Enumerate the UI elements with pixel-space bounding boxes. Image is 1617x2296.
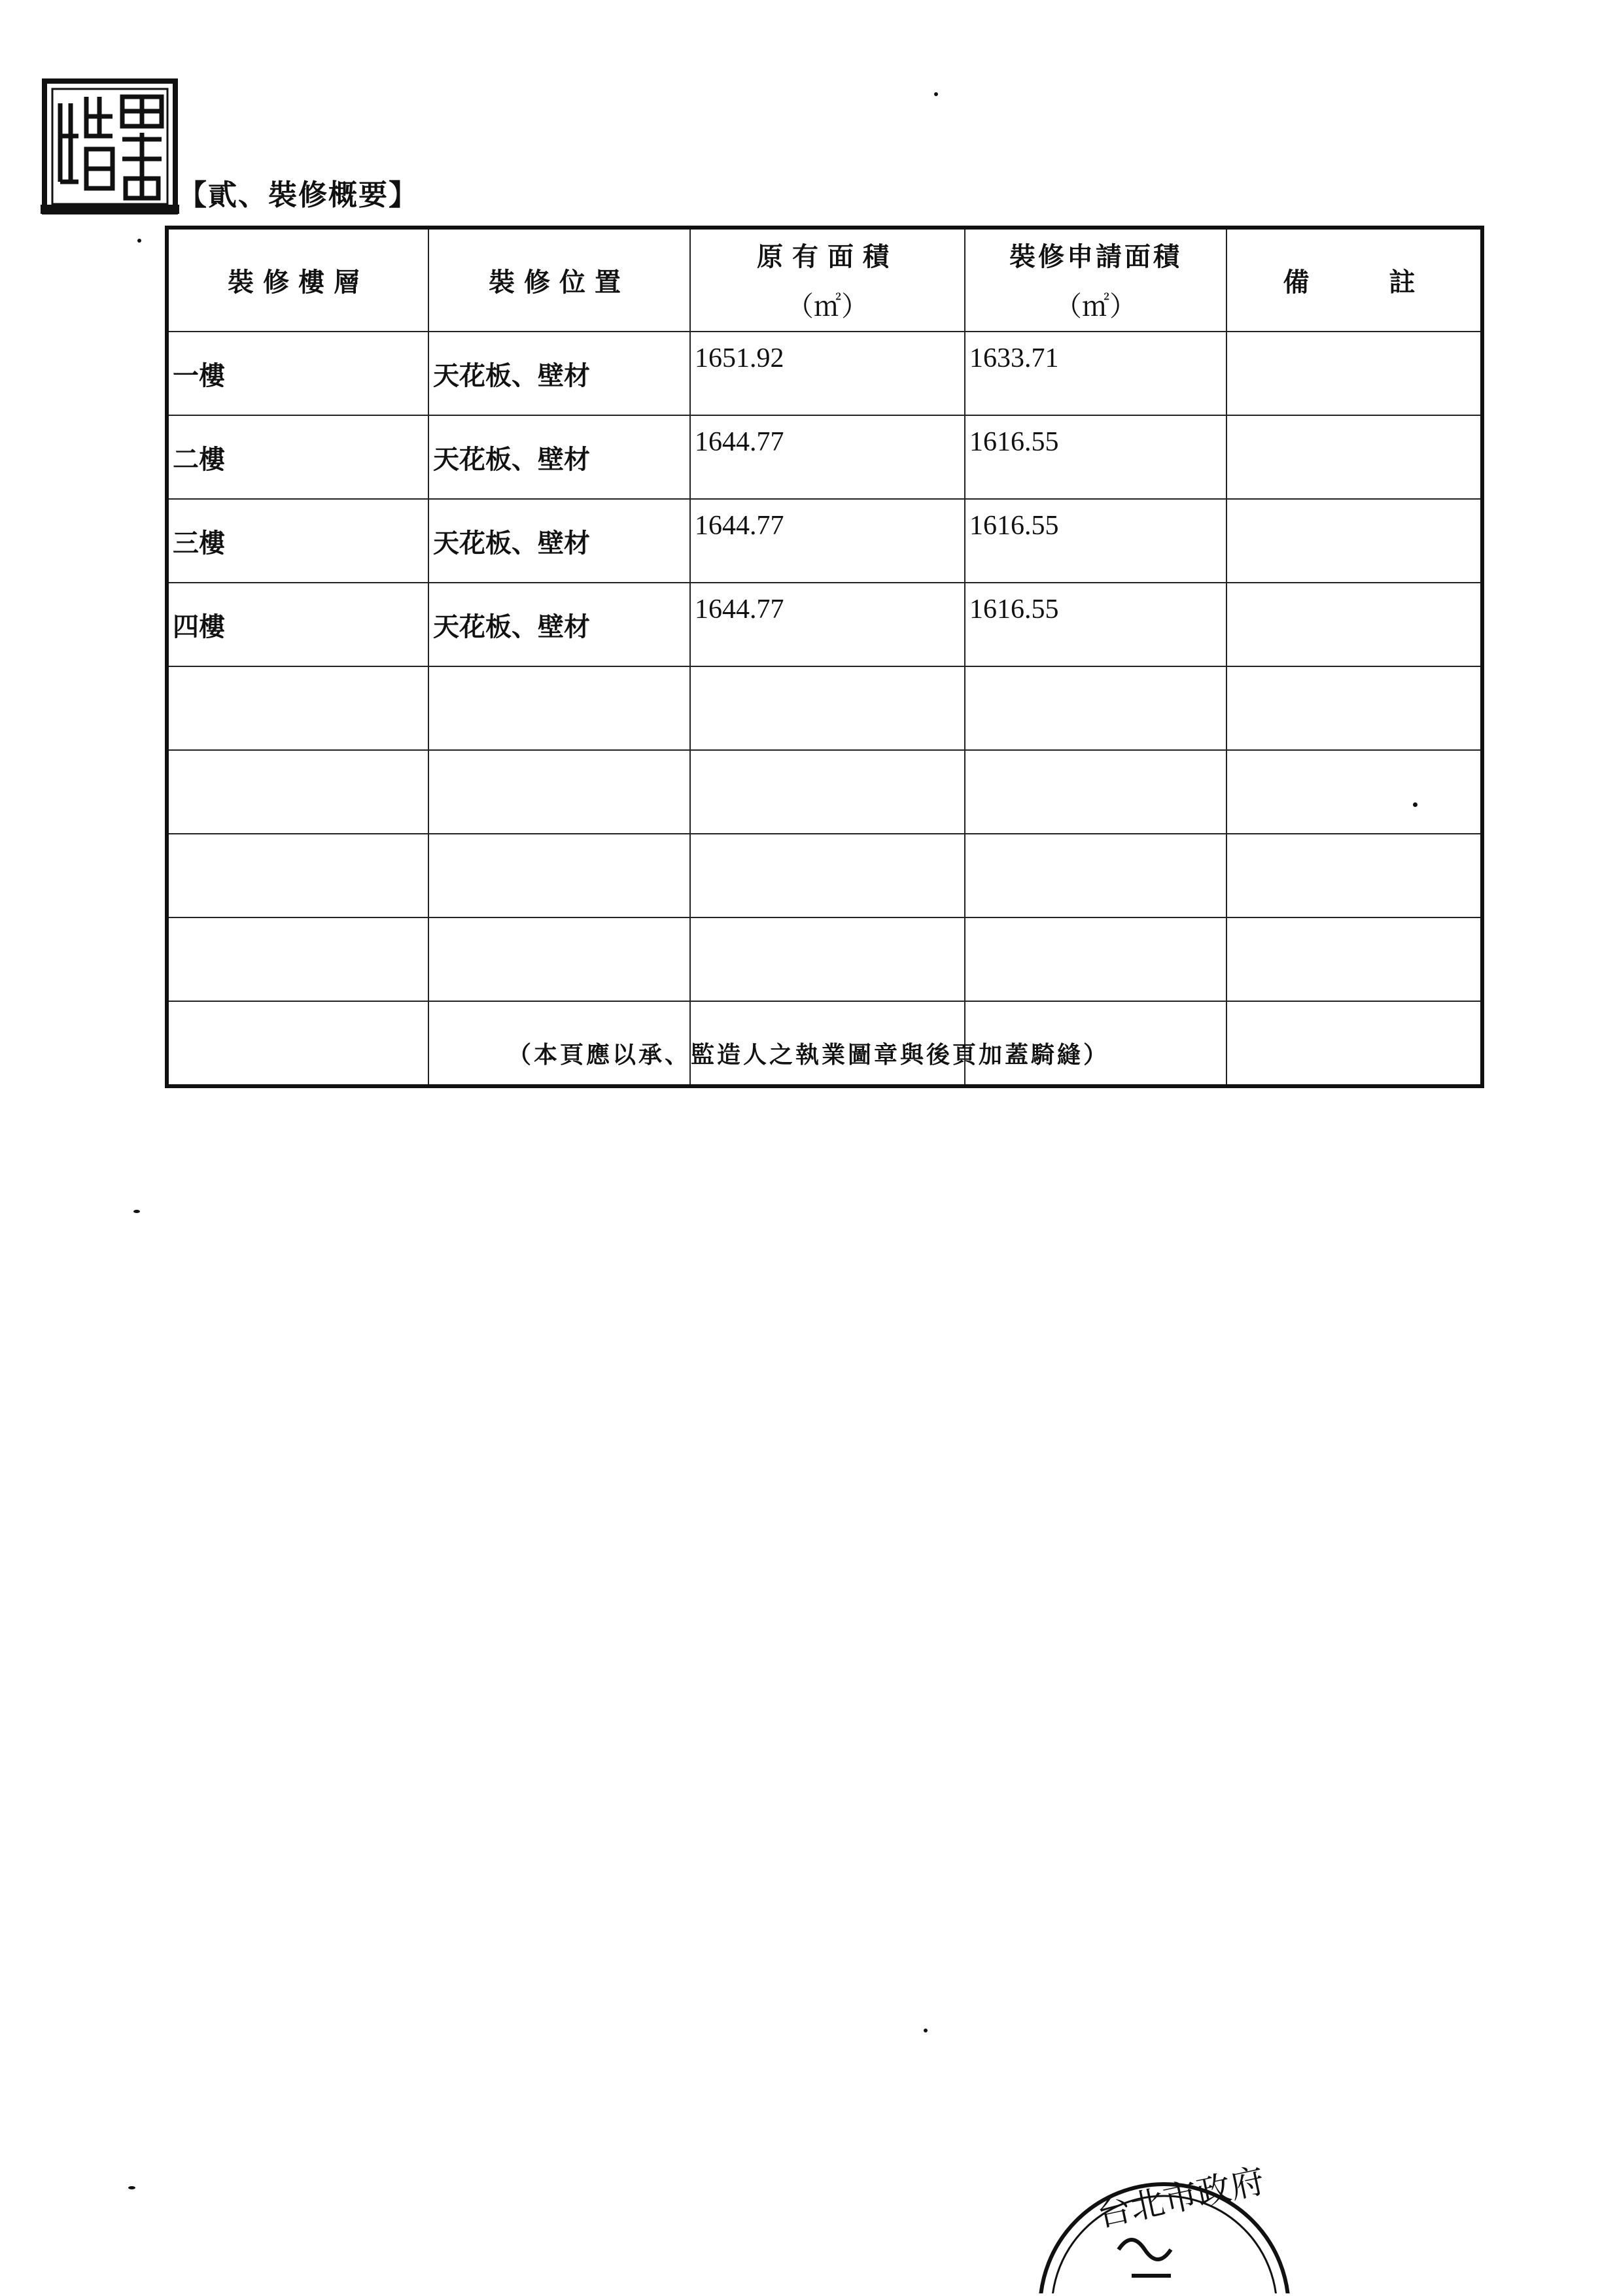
cell-applied-area [965,750,1226,834]
cell-location [428,666,690,750]
cell-applied-area: 1616.55 [965,499,1226,583]
cell-location [428,917,690,1001]
seal-stamp-icon [41,77,179,218]
cell-applied-area: 1616.55 [965,583,1226,666]
cell-location: 天花板、壁材 [428,332,690,415]
scan-speck [934,92,938,96]
seal-text: 台北市政府 [1093,2161,1268,2235]
scan-speck [1413,802,1417,807]
table-header-row [167,228,1482,332]
cell-floor: 三樓 [167,499,428,583]
cell-remarks [1226,917,1482,1001]
scan-speck [133,1210,140,1213]
cell-remarks [1226,499,1482,583]
renovation-summary-table [165,226,1480,1005]
table-row [167,666,1482,750]
table-row [167,750,1482,834]
cell-original-area: 1644.77 [690,499,965,583]
cell-applied-area [965,834,1226,917]
scan-speck [137,239,141,243]
header-original-area [690,228,965,332]
scan-speck [924,2029,928,2032]
header-applied-area-unit: （㎡） [1054,290,1137,322]
cell-applied-area: 1616.55 [965,415,1226,499]
cell-remarks [1226,834,1482,917]
cell-location [428,834,690,917]
cell-original-area: 1644.77 [690,415,965,499]
cell-floor: 四樓 [167,583,428,666]
table-row [167,499,1482,583]
cell-original-area [690,666,965,750]
cell-floor [167,917,428,1001]
cell-original-area: 1651.92 [690,332,965,415]
scan-speck [128,2186,135,2189]
government-seal-icon [1020,2145,1308,2293]
cell-original-area [690,750,965,834]
section-title: 【貳、裝修概要】 [178,179,419,212]
cell-floor [167,666,428,750]
header-remarks: 備 註 [1226,228,1482,332]
cell-applied-area: 1633.71 [965,332,1226,415]
header-floor: 裝修樓層 [167,228,428,332]
footnote: （本頁應以承、監造人之執業圖章與後頁加蓋騎縫） [507,1041,1109,1069]
cell-location: 天花板、壁材 [428,499,690,583]
table-row [167,917,1482,1001]
cell-remarks [1226,666,1482,750]
cell-applied-area [965,917,1226,1001]
table-row [167,332,1482,415]
cell-applied-area [965,666,1226,750]
table-row [167,415,1482,499]
header-applied-area-label: 裝修申請面積 [1009,241,1182,272]
header-location: 裝修位置 [428,228,690,332]
table-row [167,834,1482,917]
cell-location: 天花板、壁材 [428,415,690,499]
cell-remarks [1226,583,1482,666]
table-row [167,583,1482,666]
cell-location [428,750,690,834]
cell-floor: 一樓 [167,332,428,415]
header-applied-area [965,228,1226,332]
cell-remarks [1226,750,1482,834]
header-original-area-unit: （㎡） [786,290,869,322]
cell-original-area: 1644.77 [690,583,965,666]
cell-remarks [1226,332,1482,415]
cell-floor [167,750,428,834]
cell-floor: 二樓 [167,415,428,499]
header-original-area-label: 原有面積 [757,241,898,272]
cell-original-area [690,917,965,1001]
cell-original-area [690,834,965,917]
cell-location: 天花板、壁材 [428,583,690,666]
cell-floor [167,834,428,917]
cell-remarks [1226,415,1482,499]
